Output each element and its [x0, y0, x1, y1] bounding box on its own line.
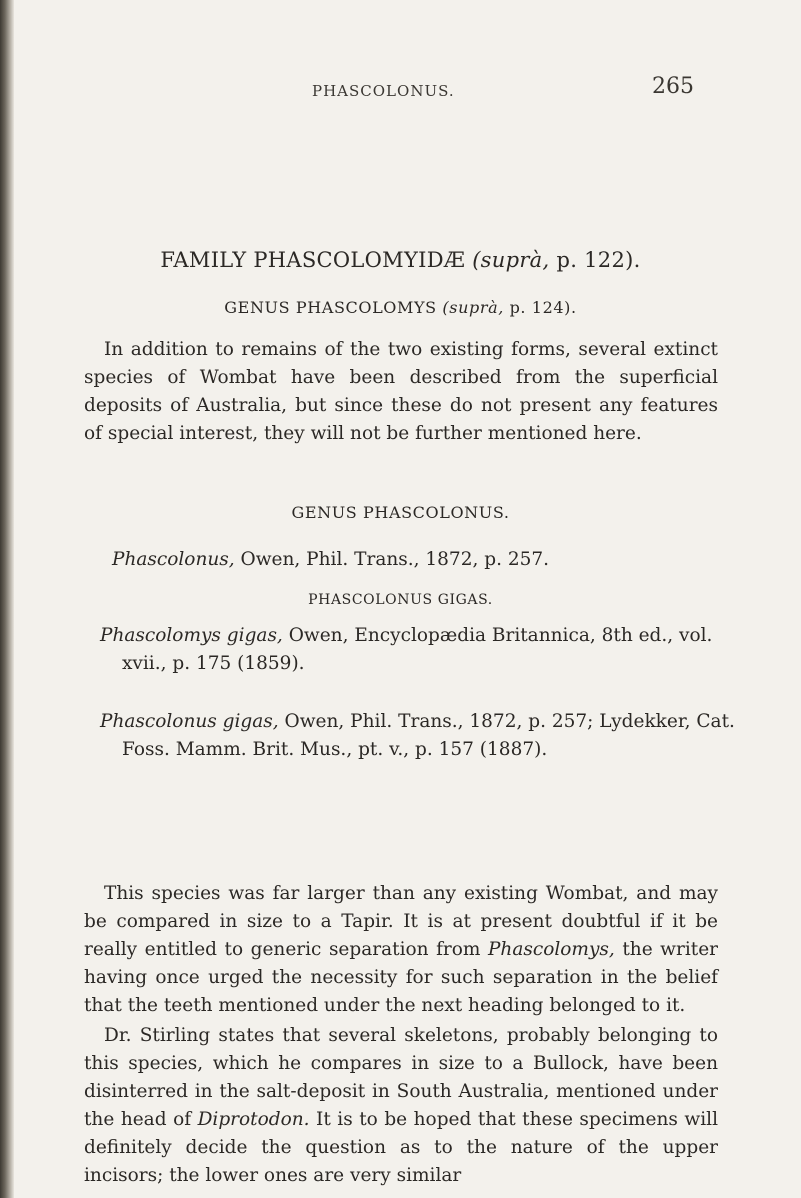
genus-phascolonus-heading: GENUS PHASCOLONUS. [291, 503, 510, 522]
family-ref-page: p. 122). [556, 248, 641, 272]
synonymy-name: Phascolonus gigas, [100, 711, 279, 732]
page-number: 265 [652, 74, 694, 99]
description-text: It is to be hoped that these specimens will definitely decide the question as to the nature of the upper incisors; the lower ones are very similar [84, 1109, 718, 1186]
family-ref-italic: (suprà, [472, 248, 550, 272]
genus-phascolomys-ref-italic: (suprà, [442, 298, 504, 317]
intro-paragraph: In addition to remains of the two existing forms, several extinct species of Wombat have been described from the superficial deposits of Australia, but since these do not present any features of special interest, they will not be further mentioned here. [84, 339, 718, 444]
synonymy-entry [100, 622, 747, 678]
family-heading [0, 248, 801, 272]
description-paragraph [84, 1022, 718, 1190]
genus-phascolomys-ref-page: p. 124). [509, 298, 577, 317]
synonymy-entry [100, 708, 747, 764]
genus-synonym [112, 546, 737, 574]
genus-phascolomys-heading [0, 298, 801, 317]
genus-synonym-ref: Owen, Phil. Trans., 1872, p. 257. [240, 549, 550, 570]
genus-name-italic: Phascolomys, [487, 939, 615, 960]
genus-name-italic: Diprotodon. [197, 1109, 310, 1130]
description-text: the writer having once urged the necessity for such separation in the belief that the teeth mentioned under the next heading belonged to it. [84, 939, 718, 1016]
description-text: This species was far larger than any existing Wombat, and may be compared in size to a Tapir. It is at present doubtful if it be really entitled to generic separation from [84, 883, 718, 960]
description-paragraph [84, 880, 718, 1020]
genus-phascolomys-title: GENUS PHASCOLOMYS [224, 298, 437, 317]
description-text: Dr. Stirling states that several skeletons, probably belonging to this species, which he compares in size to a Bullock, have been disinterred in the salt-deposit in South Australia, mentioned under the head of [84, 1025, 718, 1130]
species-heading: PHASCOLONUS GIGAS. [308, 592, 493, 608]
synonymy-ref: Owen, Encyclopædia Britannica, 8th ed., vol. xvii., p. 175 (1859). [122, 625, 713, 674]
synonymy-ref: Owen, Phil. Trans., 1872, p. 257; Lydekker, Cat. Foss. Mamm. Brit. Mus., pt. v., p. 157 (1887). [122, 711, 735, 760]
running-head: PHASCOLONUS. [312, 82, 455, 100]
synonymy-name: Phascolomys gigas, [100, 625, 283, 646]
family-title: FAMILY PHASCOLOMYIDÆ [160, 248, 466, 272]
genus-synonym-name: Phascolonus, [112, 549, 235, 570]
